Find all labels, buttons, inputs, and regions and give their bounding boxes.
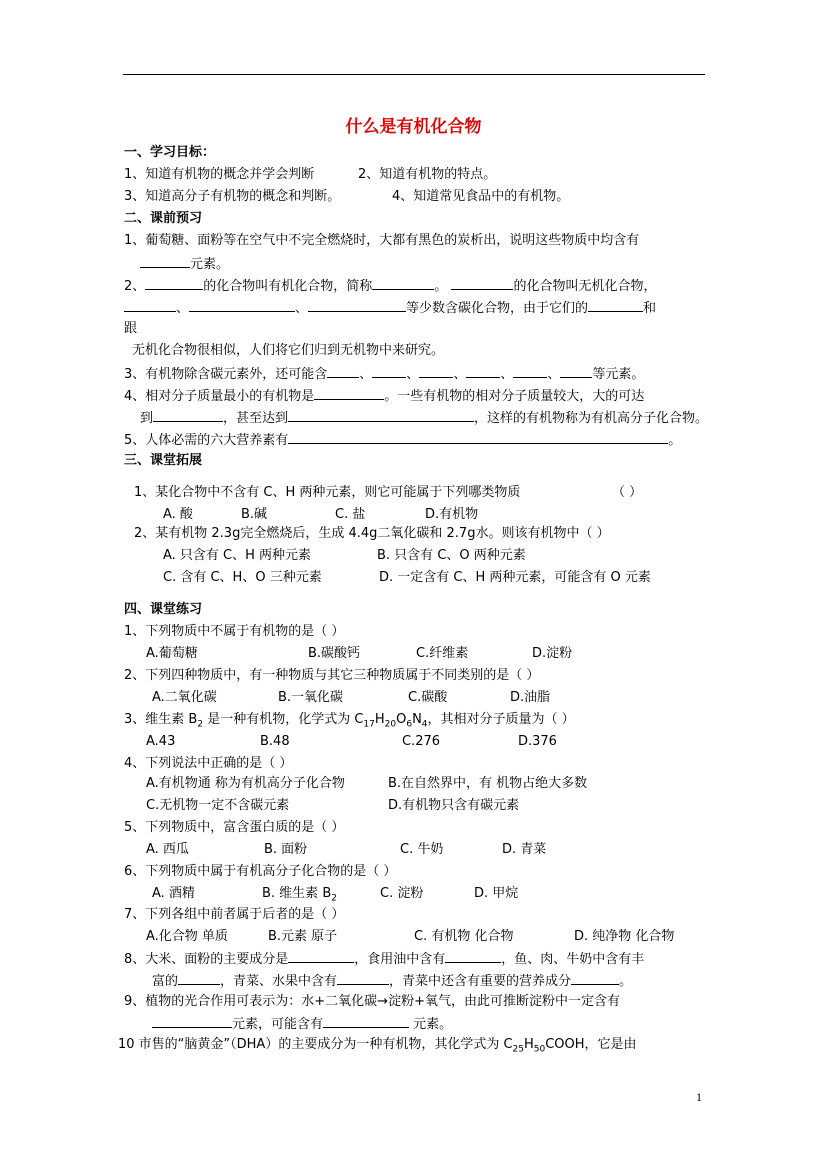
- practice-q4-options-row1: [146, 775, 588, 793]
- practice-q9-line1: [124, 993, 620, 1011]
- preview-q1-line2: [124, 254, 229, 274]
- question-text: 淀粉+氧气，由此可推断淀粉中一定含有: [388, 994, 620, 1009]
- answer-blank[interactable]: [327, 364, 359, 378]
- question-text: 元素，可能含有: [232, 1017, 324, 1032]
- answer-blank[interactable]: [372, 276, 434, 290]
- subscript: 2: [197, 719, 204, 730]
- preview-q4-line1: [124, 386, 644, 406]
- practice-q8-line1: [124, 949, 644, 969]
- section-3-heading: 三、课堂拓展: [124, 453, 203, 468]
- answer-blank[interactable]: [513, 364, 547, 378]
- practice-q1: 1、下列物质中不属于有机物的是（ ）: [124, 624, 345, 639]
- question-text: ，其相对分子质量为（ ）: [427, 712, 575, 727]
- question-text: 3、维生素 B: [124, 712, 198, 727]
- option-d[interactable]: D. 青菜: [502, 842, 547, 857]
- separator: 、: [547, 367, 561, 382]
- option-b-text: B. 维生素 B: [262, 886, 332, 901]
- answer-blank[interactable]: [124, 298, 176, 312]
- preview-q3: [124, 364, 644, 384]
- question-text: 富的: [152, 974, 179, 989]
- separator: 、: [453, 367, 467, 382]
- option-d[interactable]: D.376: [518, 734, 557, 749]
- subscript: 20: [384, 719, 397, 730]
- answer-blank[interactable]: [153, 408, 223, 422]
- formula-text: H: [524, 1037, 534, 1052]
- option-b[interactable]: B.碳酸钙: [308, 646, 361, 661]
- option-b[interactable]: B.一氧化碳: [278, 690, 344, 705]
- goal-2: 2、知道有机物的特点。: [358, 167, 497, 182]
- preview-q2-line4: 无机化合物很相似，人们将它们归到无机物中来研究。: [132, 343, 445, 358]
- preview-q1-tail: 元素。: [190, 257, 230, 272]
- option-c[interactable]: C.纤维素: [416, 646, 469, 661]
- practice-q9-line2: [152, 1014, 452, 1034]
- separator: 、: [359, 367, 373, 382]
- preview-q2-line3: 跟: [124, 321, 138, 336]
- answer-blank[interactable]: [288, 949, 354, 963]
- answer-blank[interactable]: [560, 364, 592, 378]
- option-b[interactable]: B.碱: [241, 507, 268, 522]
- question-text: ，鱼、肉、牛奶中含有丰: [501, 952, 645, 967]
- goal-row-2: [124, 188, 570, 206]
- option-c[interactable]: C. 牛奶: [400, 842, 444, 857]
- question-text: ，青菜、水果中含有: [220, 974, 338, 989]
- practice-q4-options-row2: [146, 797, 520, 815]
- option-c[interactable]: C.无机物一定不含碳元素: [146, 798, 290, 813]
- preview-q1-line1: 1、葡萄糖、面粉等在空气中不完全燃烧时，大都有黑色的炭析出，说明这些物质中均含有: [124, 233, 640, 248]
- page-title: 什么是有机化合物: [345, 117, 482, 137]
- question-text: 元素。: [413, 1017, 453, 1032]
- practice-q6: 6、下列物质中属于有机高分子化合物的是（ ）: [124, 864, 397, 879]
- question-text: ，青菜中还含有重要的营养成分: [389, 974, 572, 989]
- option-a[interactable]: A.有机物通 称为有机高分子化合物: [146, 776, 345, 791]
- answer-blank[interactable]: [451, 276, 513, 290]
- subscript: 17: [363, 719, 375, 730]
- option-a[interactable]: A.葡萄糖: [146, 646, 198, 661]
- question-text: 10 市售的“脑黄金”（DHA）的主要成分为一种有机物，其化学式为 C: [118, 1037, 513, 1052]
- goal-row-1: [124, 166, 497, 184]
- section-2-heading: 二、课前预习: [124, 211, 203, 226]
- section-4-heading: 四、课堂练习: [124, 602, 203, 617]
- question-text: 9、植物的光合作用可表示为：水+二氧化碳: [124, 994, 378, 1009]
- practice-q5-options: [146, 841, 547, 859]
- question-text: 、: [176, 301, 190, 316]
- question-text: 4、相对分子质量最小的有机物是: [124, 389, 315, 404]
- option-d[interactable]: D.油脂: [510, 690, 551, 705]
- q-number: 2、: [124, 279, 146, 294]
- option-b[interactable]: B. 只含有 C、O 两种元素: [377, 548, 526, 563]
- subscript: 4: [421, 719, 428, 730]
- arrow-icon: →: [377, 994, 389, 1009]
- question-text: ，甚至达到: [223, 411, 289, 426]
- option-d[interactable]: D.有机物: [425, 507, 479, 522]
- answer-blank[interactable]: [140, 254, 190, 268]
- separator: 、: [500, 367, 514, 382]
- option-d[interactable]: D. 甲烷: [474, 886, 519, 901]
- option-a[interactable]: A. 只含有 C、H 两种元素: [163, 548, 312, 563]
- option-c[interactable]: C.276: [402, 734, 441, 749]
- option-b[interactable]: B.元素 原子: [268, 929, 338, 944]
- expand-q1: [134, 484, 643, 502]
- page-number: 1: [696, 1090, 702, 1104]
- option-c[interactable]: C. 盐: [335, 507, 366, 522]
- preview-q2-line2: [124, 298, 656, 318]
- option-a[interactable]: A.化合物 单质: [146, 929, 228, 944]
- practice-q4: 4、下列说法中正确的是（ ）: [124, 756, 293, 771]
- question-text: 等少数含碳化合物，由于它们的: [406, 301, 589, 316]
- question-text: 5、人体必需的六大营养素有: [124, 433, 289, 448]
- expand-q2-options-row1: [163, 547, 526, 565]
- practice-q5: 5、下列物质中，富含蛋白质的是（ ）: [124, 820, 345, 835]
- question-text: 3、有机物除含碳元素外，还可能含: [124, 367, 328, 382]
- practice-q7-options: [146, 928, 675, 946]
- question-text: 1、某化合物中不含有 C、H 两种元素，则它可能属于下列哪类物质: [134, 485, 521, 500]
- option-b[interactable]: B.在自然界中，有 机物占绝大多数: [388, 776, 588, 791]
- subscript: 50: [533, 1044, 546, 1055]
- option-a[interactable]: A. 西瓜: [146, 842, 189, 857]
- question-text: ，这样的有机物称为有机高分子化合物。: [474, 411, 709, 426]
- option-d[interactable]: D. 纯净物 化合物: [574, 929, 675, 944]
- option-d[interactable]: D.有机物只含有碳元素: [388, 798, 520, 813]
- preview-q5: [124, 430, 681, 450]
- header-rule: [123, 74, 705, 75]
- option-b[interactable]: B. 面粉: [264, 842, 308, 857]
- practice-q3: [124, 711, 575, 734]
- option-c[interactable]: C. 含有 C、H、O 三种元素: [163, 570, 322, 585]
- option-c[interactable]: C. 有机物 化合物: [414, 929, 514, 944]
- separator: 、: [406, 367, 420, 382]
- practice-q1-options: [146, 645, 573, 663]
- option-d[interactable]: D.淀粉: [532, 646, 573, 661]
- answer-paren[interactable]: （ ）: [612, 485, 643, 500]
- goal-1: 1、知道有机物的概念并学会判断: [124, 167, 315, 182]
- option-a[interactable]: A.二氧化碳: [152, 690, 217, 705]
- question-text: 的化合物叫有机化合物，简称: [203, 279, 373, 294]
- formula-text: O: [396, 712, 407, 727]
- goal-3: 3、知道高分子有机物的概念和判断。: [124, 189, 341, 204]
- answer-blank[interactable]: [323, 1014, 409, 1028]
- option-a[interactable]: A. 酸: [163, 507, 193, 522]
- answer-blank[interactable]: [314, 386, 384, 400]
- goal-4: 4、知道常见食品中的有机物。: [392, 189, 570, 204]
- option-c[interactable]: C.碳酸: [408, 690, 448, 705]
- question-text: 是一种有机物，化学式为 C: [203, 712, 364, 727]
- answer-blank[interactable]: [288, 408, 474, 422]
- option-b[interactable]: [262, 885, 337, 908]
- option-a[interactable]: A.43: [146, 734, 176, 749]
- question-text: COOH，它是由: [545, 1037, 637, 1052]
- question-text: ，食用油中含有: [354, 952, 446, 967]
- practice-q10: [118, 1036, 637, 1059]
- preview-q2-line1: [124, 276, 656, 296]
- question-text: 到: [140, 411, 154, 426]
- answer-blank[interactable]: [571, 971, 619, 985]
- expand-q1-options: [163, 506, 479, 524]
- answer-blank[interactable]: [372, 364, 406, 378]
- section-1-heading: 一、学习目标：: [124, 145, 216, 160]
- answer-blank[interactable]: [588, 298, 643, 312]
- answer-blank[interactable]: [145, 276, 203, 290]
- option-d[interactable]: D. 一定含有 C、H 两种元素，可能含有 O 元素: [379, 570, 651, 585]
- practice-q8-line2: [152, 971, 632, 991]
- question-text: 、: [295, 301, 309, 316]
- answer-blank[interactable]: [419, 364, 453, 378]
- option-a[interactable]: A. 酒精: [152, 886, 195, 901]
- answer-blank[interactable]: [337, 971, 389, 985]
- practice-q7: 7、下列各组中前者属于后者的是（ ）: [124, 907, 345, 922]
- expand-q2-options-row2: [163, 569, 651, 587]
- answer-blank[interactable]: [308, 298, 406, 312]
- answer-blank[interactable]: [152, 1014, 232, 1028]
- question-text: 。: [668, 433, 682, 448]
- option-b[interactable]: B.48: [260, 734, 290, 749]
- answer-blank[interactable]: [189, 298, 295, 312]
- question-text: 等元素。: [592, 367, 645, 382]
- answer-blank[interactable]: [445, 949, 501, 963]
- subscript: 25: [512, 1044, 524, 1055]
- option-c[interactable]: C. 淀粉: [380, 886, 424, 901]
- practice-q2: 2、下列四种物质中，有一种物质与其它三种物质属于不同类别的是（ ）: [124, 668, 540, 683]
- question-text: 和: [643, 301, 657, 316]
- subscript: 2: [331, 893, 337, 904]
- preview-q4-line2: [140, 408, 708, 428]
- practice-q2-options: [152, 689, 551, 707]
- formula-text: N: [412, 712, 422, 727]
- expand-q2: 2、某有机物 2.3g完全燃烧后，生成 4.4g二氧化碳和 2.7g水。则该有机物中（ ）: [134, 526, 610, 541]
- practice-q3-options: [146, 733, 557, 751]
- answer-blank[interactable]: [178, 971, 220, 985]
- question-text: 8、大米、面粉的主要成分是: [124, 952, 289, 967]
- subscript: 6: [406, 719, 413, 730]
- question-text: 。一些有机物的相对分子质量较大，大的可达: [384, 389, 645, 404]
- answer-blank[interactable]: [288, 430, 668, 444]
- question-text: 。: [619, 974, 633, 989]
- practice-q6-options: [152, 885, 519, 904]
- question-text: 。: [434, 279, 448, 294]
- answer-blank[interactable]: [466, 364, 500, 378]
- question-text: 的化合物叫无机化合物，: [513, 279, 657, 294]
- formula-text: H: [374, 712, 385, 727]
